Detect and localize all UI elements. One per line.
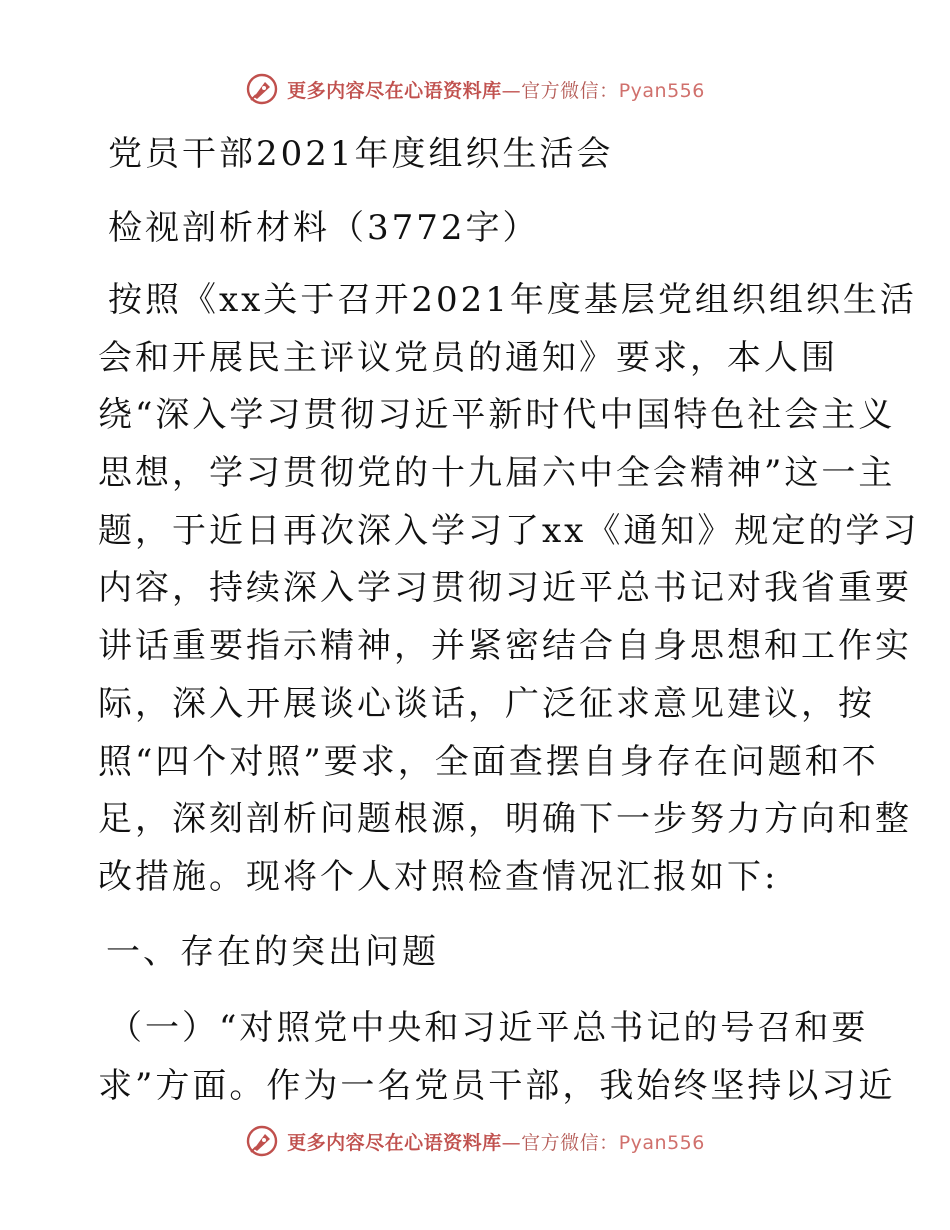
subsection-1-paragraph	[98, 1000, 896, 1115]
intro-paragraph	[98, 272, 920, 907]
watermark-account: Pyan556	[618, 79, 705, 102]
watermark-separator: —	[501, 1131, 522, 1154]
watermark-sub-text: 官方微信：	[521, 1131, 619, 1154]
paragraph-line: 改措施。现将个人对照检查情况汇报如下:	[98, 856, 779, 897]
paragraph-line: 照“四个对照”要求，全面查摆自身存在问题和不	[98, 741, 879, 782]
document-title-line-1: 党员干部2021年度组织生活会	[108, 134, 614, 174]
watermark-account: Pyan556	[618, 1131, 705, 1154]
paragraph-line: 会和开展民主评议党员的通知》要求，本人围	[98, 337, 838, 378]
watermark-text	[287, 76, 705, 103]
pen-nib-logo-icon	[245, 1124, 279, 1158]
document-title-line-2: 检视剖析材料（3772字）	[108, 208, 540, 248]
paragraph-line: 按照《xx关于召开2021年度基层党组织组织生活	[108, 280, 917, 320]
paragraph-line: 求”方面。作为一名党员干部，我始终坚持以习近	[98, 1065, 896, 1106]
paragraph-line: 际，深入开展谈心谈话，广泛征求意见建议，按	[98, 683, 875, 724]
watermark-header	[0, 72, 950, 106]
watermark-main-text: 更多内容尽在心语资料库	[287, 79, 502, 102]
pen-nib-logo-icon	[245, 72, 279, 106]
paragraph-line: 足，深刻剖析问题根源，明确下一步努力方向和整	[98, 799, 912, 840]
paragraph-line: （一）“对照党中央和习近平总书记的号召和要	[108, 1008, 869, 1048]
section-heading-1: 一、存在的突出问题	[106, 932, 439, 972]
watermark-footer	[0, 1124, 950, 1158]
paragraph-line: 内容，持续深入学习贯彻习近平总书记对我省重要	[98, 568, 912, 609]
watermark-separator: —	[501, 79, 522, 102]
watermark-main-text: 更多内容尽在心语资料库	[287, 1131, 502, 1154]
watermark-sub-text: 官方微信：	[521, 79, 619, 102]
paragraph-line: 讲话重要指示精神，并紧密结合自身思想和工作实	[98, 626, 912, 667]
paragraph-line: 题，于近日再次深入学习了xx《通知》规定的学习	[98, 510, 920, 551]
watermark-text	[287, 1128, 705, 1155]
paragraph-line: 绕“深入学习贯彻习近平新时代中国特色社会主义	[98, 395, 896, 436]
paragraph-line: 思想，学习贯彻党的十九届六中全会精神”这一主	[98, 453, 896, 494]
